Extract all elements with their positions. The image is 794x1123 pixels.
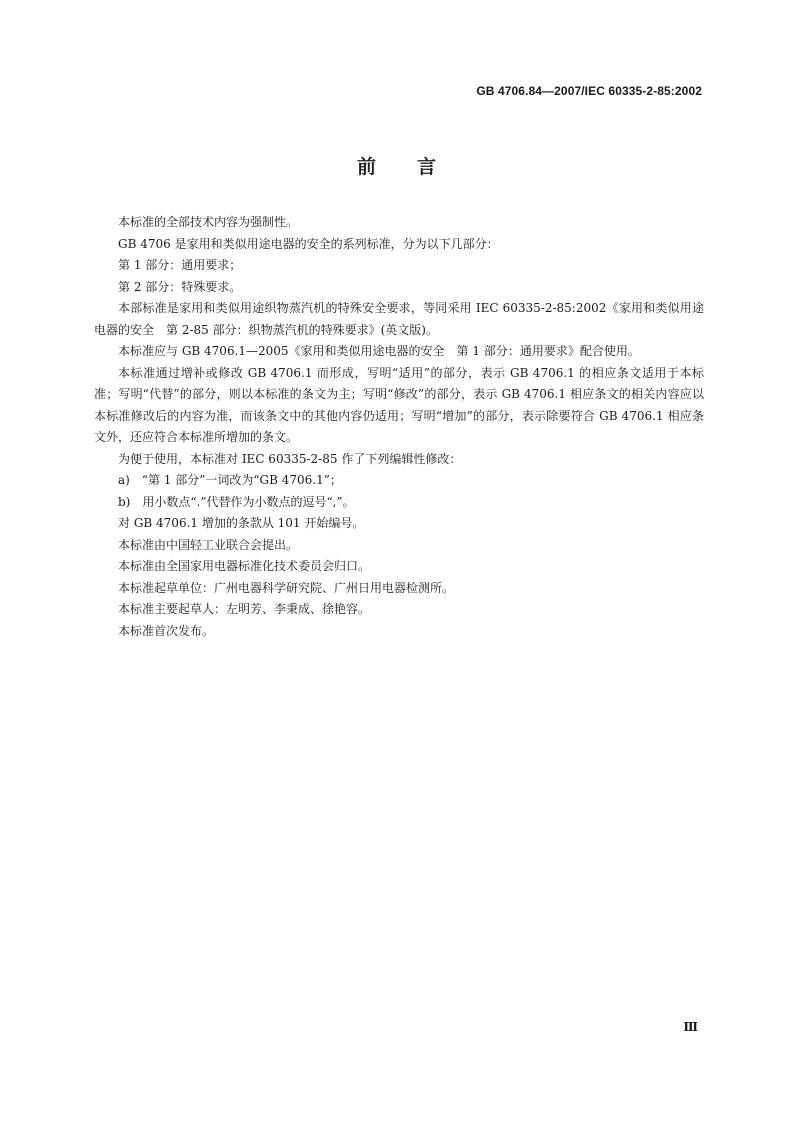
paragraph: 本标准由中国轻工业联合会提出。 xyxy=(118,537,299,552)
paragraph: 本标准的全部技术内容为强制性。 xyxy=(118,215,299,229)
page-title-char-2: 言 xyxy=(417,156,438,178)
paragraph: 本部标准是家用和类似用途织物蒸汽机的特殊安全要求，等同采用 IEC 60335-2-85:2002《家用和类似用途电器的安全 第 2-85 部分：织物蒸汽机的特殊要求》(英文版)。 xyxy=(94,301,704,337)
paragraph: 对 GB 4706.1 增加的条款从 101 开始编号。 xyxy=(118,516,365,530)
foreword-body xyxy=(94,212,704,642)
paragraph: 第 1 部分：通用要求； xyxy=(118,258,242,272)
paragraph: 本标准通过增补或修改 GB 4706.1 而形成，写明“适用”的部分，表示 GB 4706.1 的相应条文适用于本标准；写明“代替”的部分，则以本标准的条文为主；写明“修改”的部分，表示 GB 4706.1 相应条文的相关内容应以本标准修改后的内容为准，而该条文中的其他内容仍适用；写明“增加”的部分，表示除要符合 GB 4706.1 相应条文外，还应符合本标准所增加的条文。 xyxy=(94,365,704,444)
paragraph: 本标准主要起草人：左明芳、李秉成、徐艳容。 xyxy=(118,602,371,616)
paragraph: 本标准应与 GB 4706.1—2005《家用和类似用途电器的安全 第 1 部分：通用要求》配合使用。 xyxy=(118,344,640,358)
document-standard-code: GB 4706.84—2007/IEC 60335-2-85:2002 xyxy=(476,84,702,98)
page-title-char-1: 前 xyxy=(356,156,377,178)
list-item: b) 用小数点“.”代替作为小数点的逗号“,”。 xyxy=(118,494,355,509)
paragraph: 本标准由全国家用电器标准化技术委员会归口。 xyxy=(118,559,371,573)
paragraph: 本标准起草单位：广州电器科学研究院、广州日用电器检测所。 xyxy=(118,580,455,595)
paragraph: 本标准首次发布。 xyxy=(118,623,215,638)
paragraph: GB 4706 是家用和类似用途电器的安全的系列标准，分为以下几部分： xyxy=(118,236,499,251)
page-title xyxy=(0,152,794,179)
list-item: a) “第 1 部分”一词改为“GB 4706.1”； xyxy=(118,473,342,487)
paragraph: 第 2 部分：特殊要求。 xyxy=(118,279,242,294)
page-number: Ⅲ xyxy=(683,1020,698,1034)
paragraph: 为便于使用，本标准对 IEC 60335-2-85 作了下列编辑性修改： xyxy=(118,451,462,466)
